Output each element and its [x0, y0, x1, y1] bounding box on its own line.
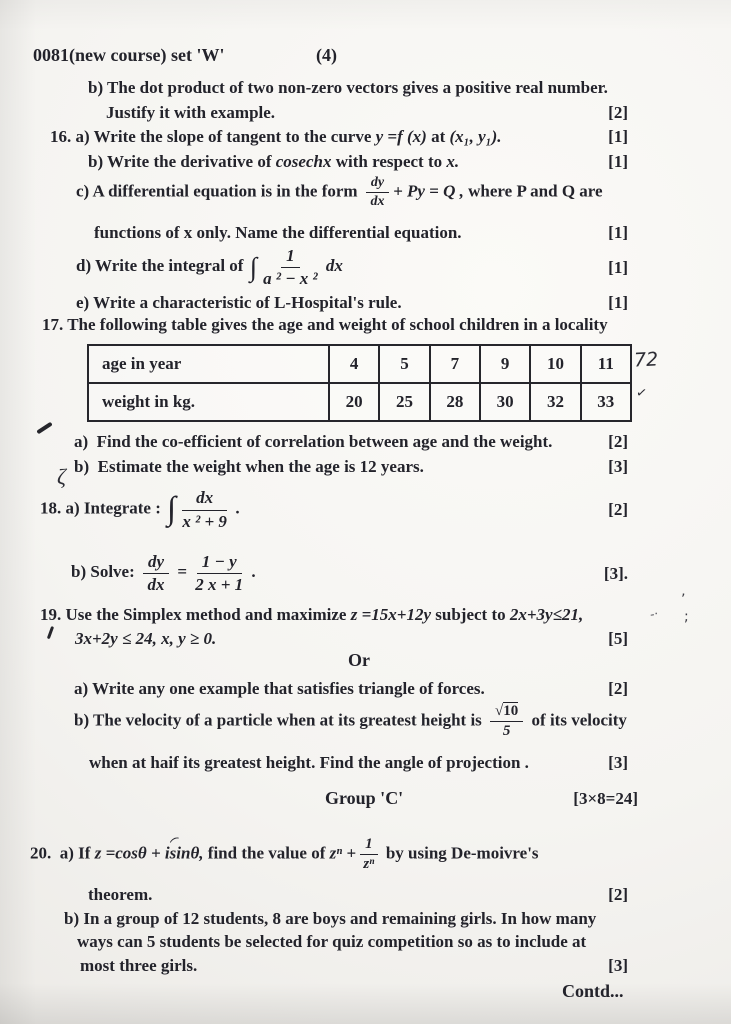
table-row-age — [89, 346, 630, 384]
fraction-dx-over-x2-9: $\frac{dx}{\text{x ² + 9}}$ — [182, 488, 227, 531]
fraction-dy-dx: $\frac{dy}{dx}$ — [143, 552, 169, 594]
table-cell: 11 — [597, 354, 614, 373]
question-17a: a) Find the co-efficient of correlation between age and the weight. [2] — [74, 432, 628, 451]
marks-16e: [1] — [608, 293, 628, 312]
marks-16b: [1] — [608, 152, 628, 171]
age-weight-table — [87, 344, 632, 422]
exam-code: 0081(new course) set 'W' — [33, 45, 225, 65]
marks-16a: [1] — [608, 127, 628, 146]
table-cell: 28 — [431, 384, 481, 420]
question-or-a: a) Write any one example that satisfies triangle of forces. [2] — [74, 679, 628, 698]
question-or-b-line2: when at haif its greatest height. Find the angle of projection . [3] — [89, 753, 628, 772]
question-18b: b) Solve: $\frac{dy}{dx}$ = $\frac{1 - y}{2 x + 1}$ . [3]. — [71, 552, 628, 594]
question-16e: e) Write a characteristic of L-Hospital's rule. [1] — [76, 293, 628, 312]
or-divider: Or — [348, 650, 370, 670]
table-cell: 33 — [597, 392, 615, 411]
marks-19: [5] — [608, 629, 628, 648]
pen-mark — [36, 422, 52, 435]
fraction-1-over-a2-x2: $\frac{1}{\text{a ² − x ²}}$ — [263, 246, 318, 288]
table-cell: 30 — [481, 384, 531, 420]
page-number: (4) — [316, 45, 337, 65]
table-cell: 9 — [481, 346, 531, 382]
table-label-weight: weight in kg. — [89, 384, 330, 420]
fraction-sqrt10-over-5: $\frac{√10}{5}$ — [490, 703, 523, 741]
scan-speck: ; — [684, 609, 689, 625]
table-cell: 25 — [380, 384, 430, 420]
marks-20a: [2] — [608, 885, 628, 904]
fraction-dy-dx: $\frac{dy}{dx}$ — [366, 175, 389, 210]
question-19-line2: 3x+2y ≤ 24, x, y ≥ 0. [5] — [75, 629, 628, 648]
group-c-marks: [3×8=24] — [573, 789, 638, 808]
question-15b-line1: b) The dot product of two non-zero vectors gives a positive real number. — [88, 78, 608, 97]
fraction-1-over-zn: $\frac{1}{\text{zⁿ}}$ — [360, 836, 378, 874]
table-cell: 20 — [330, 384, 380, 420]
scan-speck: -· — [649, 606, 660, 622]
pen-mark — [47, 626, 54, 639]
question-20b-line3: most three girls. [3] — [80, 956, 628, 975]
table-row-weight — [89, 384, 630, 420]
handwritten-age-12: 72 — [633, 348, 659, 372]
table-cell: 5 — [380, 346, 430, 382]
scan-speck: ’ — [681, 592, 686, 608]
question-16c-line1: c) A differential equation is in the form $\frac{dy}{dx}$ + Py = Q , where P and Q are — [76, 175, 603, 210]
question-20a-line2: theorem. [2] — [88, 885, 628, 904]
marks-or-b: [3] — [608, 753, 628, 772]
question-16d: d) Write the integral of ∫ $\frac{1}{\text{a ² − x ²}}$ dx [1] — [76, 246, 628, 288]
group-c-heading: Group 'C' [3×8=24] — [325, 788, 638, 808]
question-20b-line2: ways can 5 students be selected for quiz competition so as to include at — [77, 932, 587, 951]
marks-20b: [3] — [608, 956, 628, 975]
marks-16d: [1] — [608, 257, 628, 277]
marks-17a: [2] — [608, 432, 628, 451]
marks-or-a: [2] — [608, 679, 628, 698]
question-17b: b) Estimate the weight when the age is 12 years. [3] — [74, 457, 628, 476]
marks-18a: [2] — [608, 500, 628, 520]
integral-sign: ∫ — [249, 251, 258, 282]
question-16a: 16. a) Write the slope of tangent to the curve y =f (x) at (x₁, y₁). [1] — [50, 127, 628, 146]
question-17-intro: 17. The following table gives the age and weight of school children in a locality — [42, 315, 608, 334]
marks-15b: [2] — [608, 103, 628, 122]
question-16c-line2: functions of x only. Name the differential equation. [1] — [94, 223, 628, 242]
handwritten-tick: ✓ — [634, 385, 649, 402]
marks-18b: [3]. — [603, 563, 628, 583]
question-18a: 18. a) Integrate : ∫ $\frac{dx}{\text{x ² + 9}}$ . [2] — [40, 488, 628, 531]
table-label-age: age in year — [89, 346, 330, 382]
question-15b-line2: Justify it with example. [2] — [106, 103, 628, 122]
scan-speck: ( — [167, 834, 181, 845]
pen-squiggle: ζ — [57, 464, 66, 489]
question-19-line1: 19. Use the Simplex method and maximize z =15x+12y subject to 2x+3y≤21, — [40, 605, 584, 624]
table-cell: 32 — [531, 384, 581, 420]
integral-sign: ∫ — [167, 491, 177, 528]
question-16b: b) Write the derivative of cosechx with respect to x. [1] — [88, 152, 628, 171]
contd-label: Contd... — [562, 981, 624, 1001]
question-20a-line1: 20. a) If z =cosθ + isinθ, find the value of zⁿ + $\frac{1}{\text{zⁿ}}$ by using De-moivre's — [30, 836, 539, 873]
fraction-1-y-over-2x-1: $\frac{1 - y}{2 x + 1}$ — [195, 552, 244, 594]
table-cell: 4 — [330, 346, 380, 382]
question-or-b-line1: b) The velocity of a particle when at its greatest height is $\frac{√10}{5}$ of its velocity — [74, 703, 627, 740]
table-cell: 7 — [431, 346, 481, 382]
table-cell: 10 — [531, 346, 581, 382]
marks-16c: [1] — [608, 223, 628, 242]
marks-17b: [3] — [608, 457, 628, 476]
question-20b-line1: b) In a group of 12 students, 8 are boys and remaining girls. In how many — [64, 909, 597, 928]
